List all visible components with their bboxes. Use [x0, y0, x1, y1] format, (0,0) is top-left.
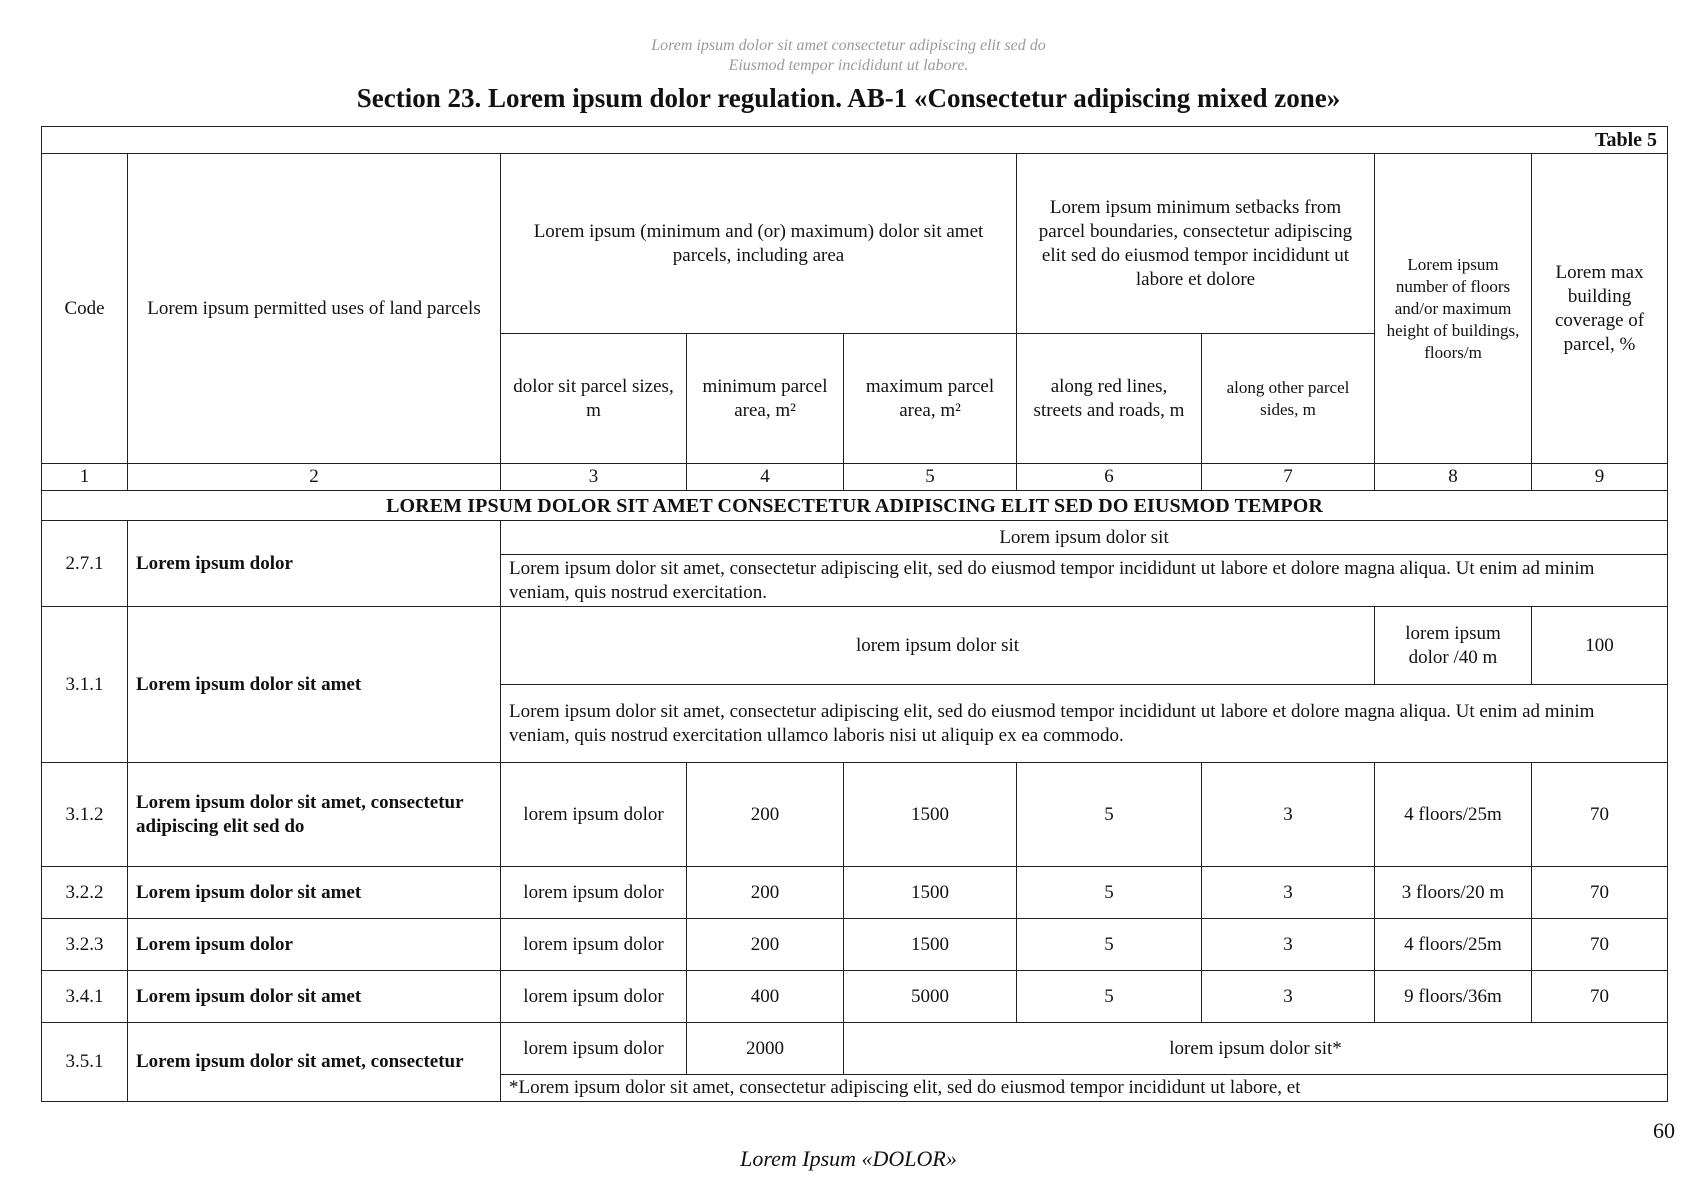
page-number: 60: [1653, 1118, 1675, 1143]
row-use-name: Lorem ipsum dolor: [128, 521, 501, 607]
table-row: [42, 971, 1668, 1023]
row-code: 3.1.1: [42, 607, 128, 763]
header-parcel-sizes: dolor sit parcel sizes, m: [501, 334, 687, 464]
row-max-area: 5000: [844, 971, 1017, 1023]
row-code: 3.5.1: [42, 1023, 128, 1102]
row-floors: 4 floors/25m: [1375, 763, 1532, 867]
column-number: 1: [42, 464, 128, 491]
header-max-area: maximum parcel area, m²: [844, 334, 1017, 464]
running-header-line-1: Lorem ipsum dolor sit amet consectetur adipiscing elit sed do: [651, 37, 1046, 54]
header-red-lines: along red lines, streets and roads, m: [1017, 334, 1202, 464]
row-use-name: Lorem ipsum dolor sit amet, consectetur adipiscing elit sed do: [128, 763, 501, 867]
header-coverage: Lorem max building coverage of parcel, %: [1532, 154, 1668, 464]
column-number: 8: [1375, 464, 1532, 491]
row-note: Lorem ipsum dolor sit: [501, 521, 1668, 555]
row-other-sides: 3: [1202, 763, 1375, 867]
row-other-sides: 3: [1202, 867, 1375, 919]
header-floors: Lorem ipsum number of floors and/or maximum height of buildings, floors/m: [1375, 154, 1532, 464]
row-red-lines: 5: [1017, 919, 1202, 971]
row-note: Lorem ipsum dolor sit amet, consectetur adipiscing elit, sed do eiusmod tempor incididunt ut labore et dolore magna aliqua. Ut enim ad minim veniam, quis nostrud exercitation.: [501, 555, 1668, 607]
row-min-area: 400: [687, 971, 844, 1023]
row-code: 3.1.2: [42, 763, 128, 867]
table-row: [42, 867, 1668, 919]
table-row: [42, 1023, 1668, 1075]
row-red-lines: 5: [1017, 867, 1202, 919]
row-note: lorem ipsum dolor sit: [501, 607, 1375, 685]
row-min-area: 200: [687, 763, 844, 867]
section-title: LOREM IPSUM DOLOR SIT AMET CONSECTETUR ADIPISCING ELIT SED DO EIUSMOD TEMPOR: [42, 491, 1668, 521]
row-parcel-sizes: lorem ipsum dolor: [501, 763, 687, 867]
zoning-regulation-table: [41, 126, 1668, 1102]
header-setbacks: Lorem ipsum minimum setbacks from parcel boundaries, consectetur adipiscing elit sed do eiusmod tempor incididunt ut labore et dolore: [1017, 154, 1375, 334]
row-use-name: Lorem ipsum dolor: [128, 919, 501, 971]
row-coverage: 70: [1532, 763, 1668, 867]
row-floors: 9 floors/36m: [1375, 971, 1532, 1023]
row-red-lines: 5: [1017, 971, 1202, 1023]
table-row: [42, 607, 1668, 685]
row-note: Lorem ipsum dolor sit amet, consectetur adipiscing elit, sed do eiusmod tempor incididunt ut labore et dolore magna aliqua. Ut enim ad minim veniam, quis nostrud exercitation ullamco laboris nisi ut aliquip ex ea commodo.: [501, 685, 1668, 763]
header-limit-sizes: Lorem ipsum (minimum and (or) maximum) dolor sit amet parcels, including area: [501, 154, 1017, 334]
row-use-name: Lorem ipsum dolor sit amet: [128, 867, 501, 919]
column-number: 2: [128, 464, 501, 491]
row-parcel-sizes: lorem ipsum dolor: [501, 919, 687, 971]
row-min-area: 2000: [687, 1023, 844, 1075]
row-use-name: Lorem ipsum dolor sit amet: [128, 971, 501, 1023]
table-number-label: Table 5: [42, 127, 1668, 154]
row-use-name: Lorem ipsum dolor sit amet: [128, 607, 501, 763]
row-parcel-sizes: lorem ipsum dolor: [501, 867, 687, 919]
row-other-sides: 3: [1202, 919, 1375, 971]
row-footnote: *Lorem ipsum dolor sit amet, consectetur adipiscing elit, sed do eiusmod tempor incididunt ut labore, et: [501, 1075, 1668, 1102]
row-code: 3.4.1: [42, 971, 128, 1023]
row-coverage: 100: [1532, 607, 1668, 685]
column-number: 7: [1202, 464, 1375, 491]
column-number: 3: [501, 464, 687, 491]
table-row: [42, 763, 1668, 867]
row-parcel-sizes: lorem ipsum dolor: [501, 971, 687, 1023]
row-code: 3.2.3: [42, 919, 128, 971]
row-max-area: 1500: [844, 867, 1017, 919]
row-use-name: Lorem ipsum dolor sit amet, consectetur: [128, 1023, 501, 1102]
row-parcel-sizes: lorem ipsum dolor: [501, 1023, 687, 1075]
column-number: 5: [844, 464, 1017, 491]
column-number: 9: [1532, 464, 1668, 491]
header-use-types: Lorem ipsum permitted uses of land parcels: [128, 154, 501, 464]
row-max-area: 1500: [844, 919, 1017, 971]
row-max-area: 1500: [844, 763, 1017, 867]
page-footer: Lorem Ipsum «DOLOR»: [740, 1146, 957, 1171]
row-floors: 4 floors/25m: [1375, 919, 1532, 971]
header-code: Code: [42, 154, 128, 464]
row-coverage: 70: [1532, 919, 1668, 971]
row-floors: 3 floors/20 m: [1375, 867, 1532, 919]
row-coverage: 70: [1532, 867, 1668, 919]
row-min-area: 200: [687, 919, 844, 971]
column-number-row: [42, 464, 1668, 491]
row-note: lorem ipsum dolor sit*: [844, 1023, 1668, 1075]
header-other-sides: along other parcel sides, m: [1202, 334, 1375, 464]
table-row: [42, 521, 1668, 555]
running-header-line-2: Eiusmod tempor incididunt ut labore.: [728, 57, 969, 74]
row-red-lines: 5: [1017, 763, 1202, 867]
header-min-area: minimum parcel area, m²: [687, 334, 844, 464]
row-coverage: 70: [1532, 971, 1668, 1023]
table-row: [42, 919, 1668, 971]
row-floors: lorem ipsum dolor /40 m: [1375, 607, 1532, 685]
row-other-sides: 3: [1202, 971, 1375, 1023]
row-min-area: 200: [687, 867, 844, 919]
article-title: Section 23. Lorem ipsum dolor regulation. AB-1 «Consectetur adipiscing mixed zone»: [356, 83, 1341, 113]
column-number: 6: [1017, 464, 1202, 491]
column-number: 4: [687, 464, 844, 491]
row-code: 2.7.1: [42, 521, 128, 607]
document-running-header: [0, 36, 1697, 76]
row-code: 3.2.2: [42, 867, 128, 919]
